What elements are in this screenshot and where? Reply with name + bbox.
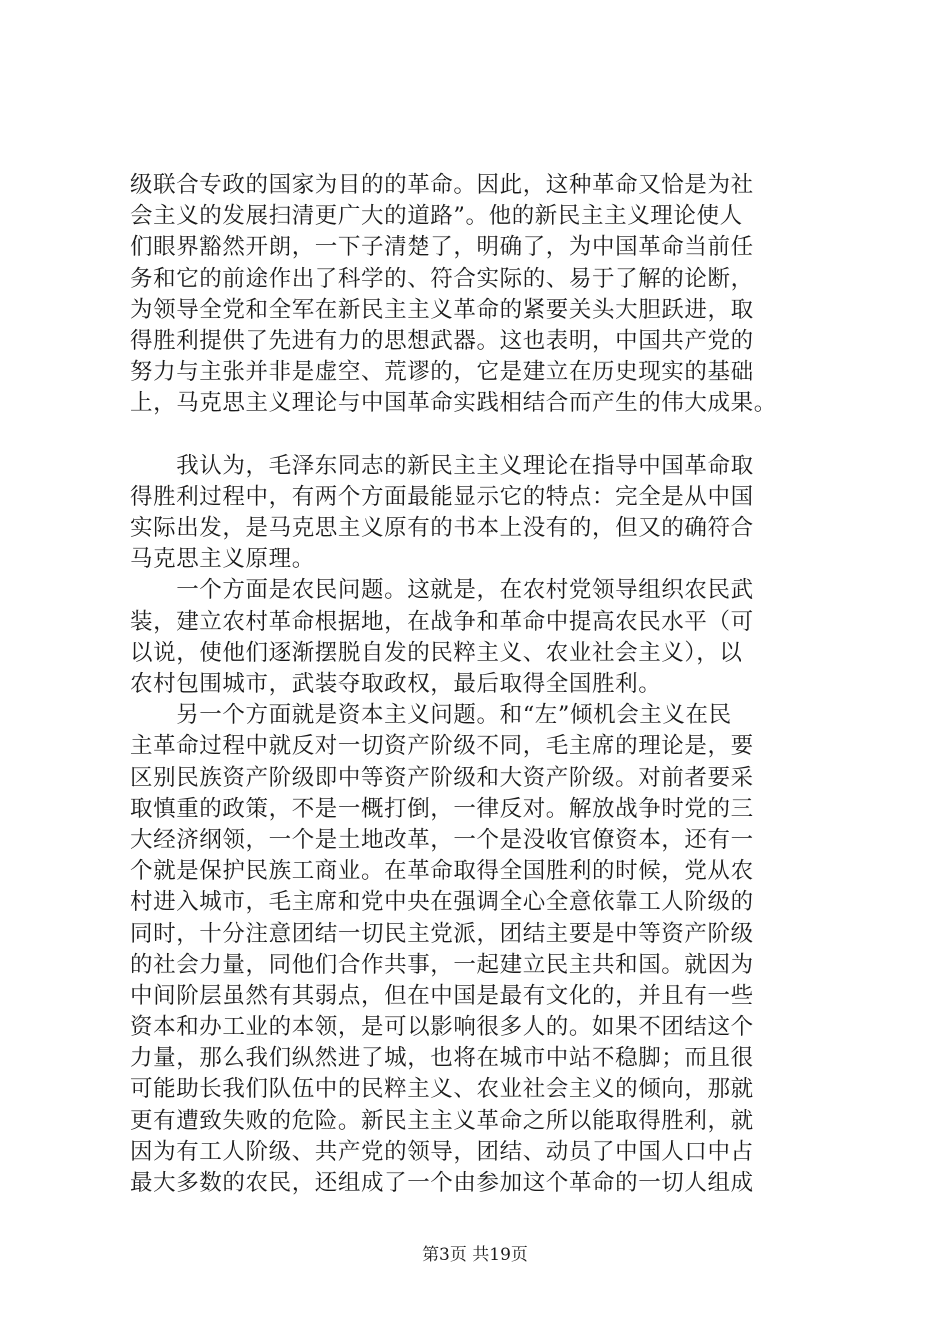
text-line: 取慎重的政策，不是一概打倒，一律反对。解放战争时党的三 bbox=[130, 795, 754, 822]
text-line: 力量，那么我们纵然进了城，也将在城市中站不稳脚；而且很 bbox=[130, 1045, 754, 1072]
text-line: 大经济纲领，一个是土地改革，一个是没收官僚资本，还有一 bbox=[130, 826, 754, 853]
text-line: 中间阶层虽然有其弱点，但在中国是最有文化的，并且有一些 bbox=[130, 982, 754, 1009]
page-footer: 第3页 共19页 bbox=[422, 1245, 528, 1265]
text-line: 同时，十分注意团结一切民主党派，团结主要是中等资产阶级 bbox=[130, 920, 754, 947]
text-line: 农村包围城市，武装夺取政权，最后取得全国胜利。 bbox=[130, 671, 662, 697]
text-line: 个就是保护民族工商业。在革命取得全国胜利的时候，党从农 bbox=[130, 858, 754, 885]
text-line: 得胜利提供了先进有力的思想武器。这也表明，中国共产党的 bbox=[130, 327, 754, 354]
text-line: 为领导全党和全军在新民主主义革命的紧要关头大胆跃进，取 bbox=[130, 296, 754, 323]
text-line: 务和它的前途作出了科学的、符合实际的、易于了解的论断， bbox=[130, 265, 754, 292]
text-line: 更有遭致失败的危险。新民主主义革命之所以能取得胜利，就 bbox=[130, 1107, 754, 1134]
text-line: 最大多数的农民，还组成了一个由参加这个革命的一切人组成 bbox=[130, 1170, 754, 1196]
text-line: 们眼界豁然开朗，一下子清楚了，明确了，为中国革命当前任 bbox=[130, 234, 754, 261]
text-line: 主革命过程中就反对一切资产阶级不同，毛主席的理论是，要 bbox=[130, 733, 754, 760]
text-line: 因为有工人阶级、共产党的领导，团结、动员了中国人口中占 bbox=[130, 1138, 754, 1165]
document-body bbox=[130, 170, 850, 1199]
text-line: 以说，使他们逐渐摆脱自发的民粹主义、农业社会主义），以 bbox=[130, 639, 743, 666]
text-line: 的社会力量，同他们合作共事，一起建立民主共和国。就因为 bbox=[130, 951, 754, 978]
text-line: 得胜利过程中，有两个方面最能显示它的特点：完全是从中国 bbox=[130, 483, 754, 510]
text-line: 村进入城市，毛主席和党中央在强调全心全意依靠工人阶级的 bbox=[130, 889, 754, 916]
text-line: 努力与主张并非是虚空、荒谬的，它是建立在历史现实的基础 bbox=[130, 359, 754, 386]
text-line: 级联合专政的国家为目的的革命。因此，这种革命又恰是为社 bbox=[130, 172, 754, 198]
text-line: 装，建立农村革命根据地，在战争和革命中提高农民水平（可 bbox=[130, 608, 754, 635]
text-line: 会主义的发展扫清更广大的道路”。他的新民主主义理论使人 bbox=[130, 203, 743, 230]
text-line: 实际出发，是马克思主义原有的书本上没有的，但又的确符合 bbox=[130, 515, 754, 542]
text-line: 区别民族资产阶级即中等资产阶级和大资产阶级。对前者要采 bbox=[130, 764, 754, 791]
text-line: 资本和办工业的本领，是可以影响很多人的。如果不团结这个 bbox=[130, 1014, 754, 1041]
text-line: 我认为，毛泽东同志的新民主主义理论在指导中国革命取 bbox=[130, 452, 754, 479]
text-line: 另一个方面就是资本主义问题。和“左”倾机会主义在民 bbox=[130, 702, 732, 729]
text-line: 可能助长我们队伍中的民粹主义、农业社会主义的倾向，那就 bbox=[130, 1076, 754, 1103]
blank-line bbox=[130, 420, 850, 451]
text-line: 上，马克思主义理论与中国革命实践相结合而产生的伟大成果。 bbox=[130, 390, 777, 417]
text-line: 马克思主义原理。 bbox=[130, 546, 315, 573]
text-line: 一个方面是农民问题。这就是，在农村党领导组织农民武 bbox=[130, 577, 754, 604]
